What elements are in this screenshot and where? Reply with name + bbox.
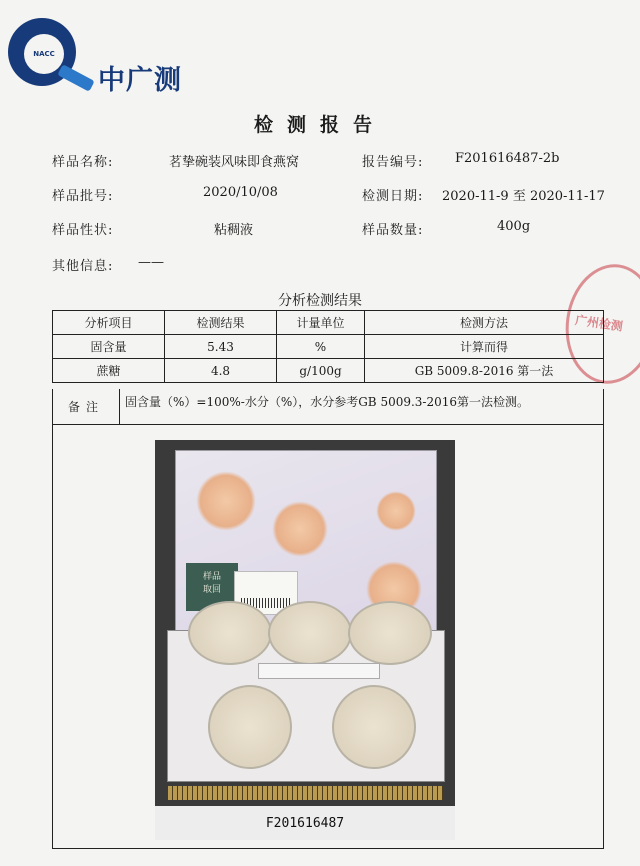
report-number-label: 报告编号: (362, 155, 424, 170)
batch-value: 2020/10/08 (203, 185, 278, 200)
logo-tail-icon (57, 64, 94, 91)
test-date-label: 检测日期: (362, 189, 424, 204)
seal-text: 广州检测 (574, 312, 624, 334)
table-cell: 计算而得 (365, 335, 604, 359)
company-logo (6, 16, 206, 96)
photo-caption: F201616487 (155, 806, 455, 840)
table-cell: % (277, 335, 365, 359)
remarks-text: 固含量（%）=100%-水分（%），水分参考GB 5009.3-2016第一法检测。 (125, 395, 530, 409)
other-info-value: —— (138, 255, 164, 270)
column-header: 分析项目 (53, 311, 165, 335)
table-cell: 5.43 (165, 335, 277, 359)
appearance-label: 样品性状: (52, 223, 114, 238)
product-tray (167, 630, 445, 782)
sample-photo (155, 440, 455, 840)
batch-label: 样品批号: (52, 189, 114, 204)
ruler (167, 786, 443, 800)
column-header: 检测结果 (165, 311, 277, 335)
column-header: 计量单位 (277, 311, 365, 335)
table-cell: GB 5009.8-2016 第一法 (365, 359, 604, 383)
logo-brand-text: 中广测 (98, 65, 182, 96)
table-row (53, 359, 604, 383)
column-header: 检测方法 (365, 311, 604, 335)
quantity-label: 样品数量: (362, 223, 424, 238)
test-date-value: 2020-11-9 至 2020-11-17 (442, 189, 605, 204)
results-title: 分析检测结果 (278, 293, 362, 309)
table-cell: 4.8 (165, 359, 277, 383)
table-cell: 固含量 (53, 335, 165, 359)
report-number-value: F201616487-2b (455, 151, 560, 166)
other-info-label: 其他信息: (52, 259, 114, 274)
quantity-value: 400g (497, 219, 531, 234)
remarks-label: 备注 (53, 389, 120, 424)
spoon (258, 663, 380, 679)
sample-tag: 样品 取回 (186, 563, 238, 611)
remarks-row (52, 389, 604, 425)
sample-name-label: 样品名称: (52, 155, 114, 170)
table-cell: 蔗糖 (53, 359, 165, 383)
report-title: 检测报告 (253, 114, 386, 136)
appearance-value: 粘稠液 (214, 223, 254, 238)
table-header-row (53, 311, 604, 335)
sample-name-value: 茗挚碗装风味即食燕窝 (169, 155, 300, 170)
table-row (53, 335, 604, 359)
logo-badge-text: NACC (33, 50, 55, 58)
results-table (52, 310, 604, 383)
table-cell: g/100g (277, 359, 365, 383)
